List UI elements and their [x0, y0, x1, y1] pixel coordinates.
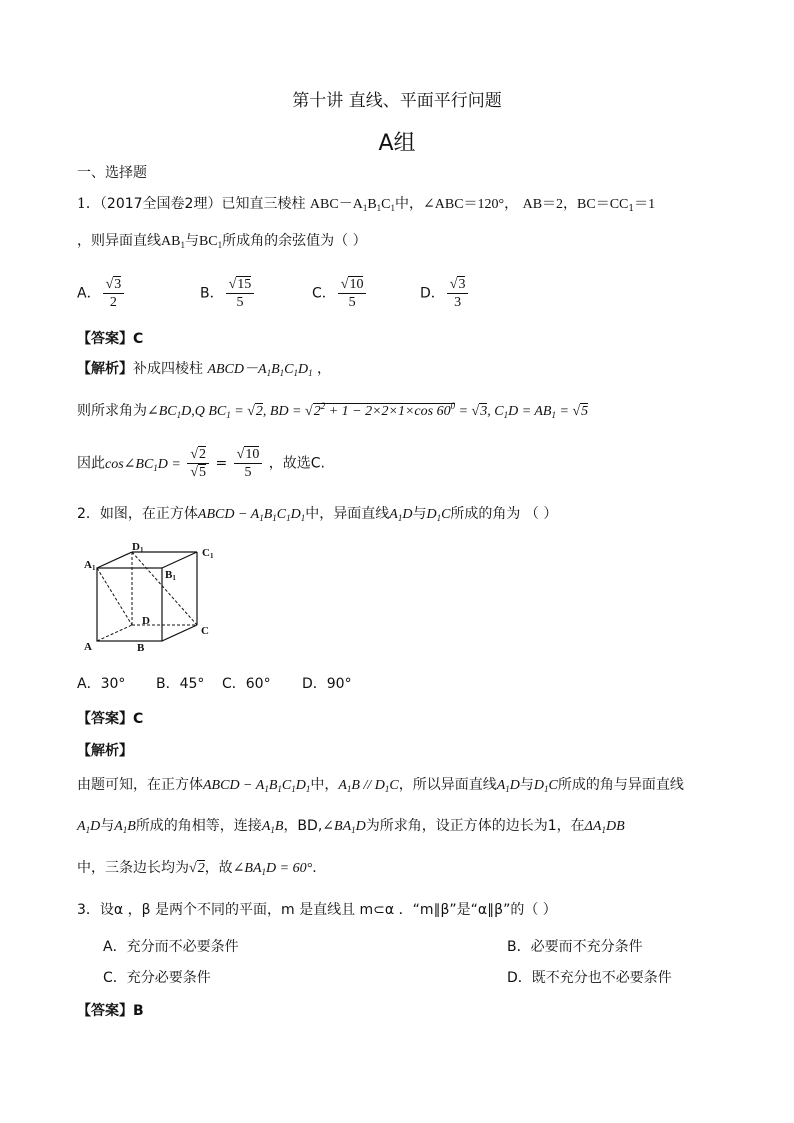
q2-b3: ，BD, — [283, 818, 323, 834]
q1-bc: BC＝CC — [577, 197, 629, 212]
q2-analysis-line2: $A_1D$与$A_1B$所成的角相等，连接$A_1B$，$BD,\angle BA_1D$为所求角，设正方体的边长为1，在$\Delta A_1DB$ — [77, 818, 625, 835]
q2-a2: 中， — [310, 777, 339, 793]
label-c1: C1 — [202, 547, 214, 560]
q3-number: 3． — [77, 902, 100, 918]
q1-analysis3-suffix: ，故选C. — [268, 455, 326, 472]
cube-edge — [97, 552, 132, 568]
cube-front-face — [97, 568, 162, 641]
option-num: 3 — [114, 277, 122, 292]
cube-edge — [162, 552, 197, 568]
analysis-label: 【解析】 — [77, 361, 133, 377]
q1-eq: ＝1 — [634, 197, 656, 212]
q2-stem: 2．如图，在正方体ABCD − $A_1B_1C_1D_1$中，异面直线$A_1D$与$D_1C$所成的角为 （ ） — [77, 506, 558, 523]
q2-a3: ，所以异面直线 — [398, 777, 497, 793]
option-den: 2 — [109, 295, 117, 310]
option-label: C． — [312, 285, 336, 302]
group-heading: A组 — [378, 131, 416, 156]
diagonal-a1d — [97, 568, 132, 625]
q2-answer: 【答案】C — [77, 711, 144, 727]
q1-analysis3-prefix: 因此 — [77, 455, 105, 472]
label-d: D — [142, 615, 150, 627]
q2-b1: 与 — [100, 818, 115, 834]
q2-analysis-label: 【解析】 — [77, 743, 133, 759]
q1-option-c[interactable]: C． $\frac{√10}{5}$ — [312, 276, 368, 311]
option-num: 10 — [349, 277, 364, 292]
option-label: A． — [77, 285, 101, 302]
q1-analysis-text: 补成四棱柱 — [133, 361, 203, 377]
q2-text: 如图，在正方体 — [99, 506, 198, 522]
option-num: 15 — [237, 277, 252, 292]
q1-number: 1． — [77, 196, 100, 212]
q2-text2: 中，异面直线 — [305, 506, 390, 522]
q2-b2: 所成的角相等，连接 — [135, 818, 262, 834]
option-label: B． — [200, 285, 224, 302]
q1-option-a[interactable]: A． $\frac{√3}{2}$ — [77, 276, 126, 311]
label-c: C — [201, 625, 209, 637]
q2-c3: . — [312, 860, 317, 876]
q2-c1: 中，三条边长均为 — [77, 860, 189, 876]
q3-option-d[interactable]: D．既不充分也不必要条件 — [507, 970, 672, 986]
q2-analysis-line3: 中，三条边长均为√2，故$\angle BA_1D = 60^\circ$. — [77, 860, 317, 877]
section-heading: 一、选择题 — [77, 165, 147, 181]
label-d1: D1 — [132, 541, 144, 554]
q3-option-b[interactable]: B．必要而不充分条件 — [507, 939, 643, 955]
cube-figure — [80, 540, 230, 655]
q2-number: 2． — [77, 506, 100, 522]
q1-option-d[interactable]: D． $\frac{√3}{3}$ — [420, 276, 470, 311]
q2-option-a[interactable]: A．30° — [77, 676, 126, 692]
option-den: 5 — [348, 295, 356, 310]
q1-line2-text: ，则异面直线 — [77, 233, 161, 249]
q2-text3: 与 — [412, 506, 427, 522]
cube-edge — [162, 625, 197, 641]
option-den: 3 — [454, 295, 462, 310]
label-b: B — [137, 642, 145, 654]
q3-option-c[interactable]: C．充分必要条件 — [103, 970, 211, 986]
q3-text: 设α ，β 是两个不同的平面，m 是直线且 m⊂α ．“m∥β”是“α∥β”的（ ） — [99, 902, 557, 918]
q1-analysis2-prefix: 则所求角为 — [77, 403, 147, 419]
q1-option-b[interactable]: B． $\frac{√15}{5}$ — [200, 276, 256, 311]
q1-line1: 1．（2017全国卷2理）已知直三棱柱 $ABC-A_1B_1C_1$中，∠ABC＝120°， AB＝2，$BC=CC_1=1$ — [77, 196, 656, 214]
q1-analysis-line2: 则所求角为$\angle BC_1D,Q$ $BC_1 = √2$, BD = $√2^2 + 1 - 2\times 2\times 1\times\cos$ $60^0 = √3$, $C_1D = AB_1 = √5$ — [77, 401, 589, 420]
q2-option-b[interactable]: B．45° — [156, 676, 205, 692]
label-a1: A1 — [84, 559, 96, 572]
q2-option-c[interactable]: C．60° — [222, 676, 271, 692]
label-a: A — [84, 641, 92, 653]
q1-ab: AB＝2 — [522, 197, 564, 212]
q1-angle: ∠ABC＝120° — [423, 197, 505, 212]
q1-source: （2017全国卷2理） — [99, 196, 222, 212]
q1-text: 已知直三棱柱 — [221, 196, 306, 212]
page-title: 第十讲 直线、平面平行问题 — [292, 91, 502, 111]
q1-analysis: 【解析】补成四棱柱 $ABCD-A_1B_1C_1D_1$ ， — [77, 361, 332, 378]
label-b1: B1 — [165, 569, 176, 582]
q1-text-b: 中， — [395, 196, 424, 212]
option-num: 3 — [458, 277, 466, 292]
q1-line2-end: 所成角的余弦值为（ ） — [222, 233, 367, 249]
option-label: D． — [420, 285, 445, 302]
q2-option-d[interactable]: D．90° — [302, 676, 352, 692]
q2-text4: 所成的角为 （ ） — [450, 506, 558, 522]
q2-a1: 由题可知，在正方体 — [77, 777, 203, 793]
cube-hidden-edge — [97, 625, 132, 641]
q3-option-a[interactable]: A．充分而不必要条件 — [103, 939, 239, 955]
q2-a5: 所成的角与异面直线 — [557, 777, 684, 793]
q1-line2-and: 与 — [184, 233, 199, 249]
q3-stem — [77, 899, 557, 919]
q1-analysis-line3: 因此$\cos\angle BC_1D$ = $\frac{√2}{√5}$ = $\frac{√10}{5}$ ，故选C. — [77, 447, 326, 480]
q2-analysis-line1: 由题可知，在正方体ABCD − $A_1B_1C_1D_1$中，$A_1B // D_1C$，所以异面直线$A_1D$与$D_1C$所成的角与异面直线 — [77, 777, 684, 794]
q2-c2: ，故 — [204, 860, 233, 876]
q2-a4: 与 — [519, 777, 534, 793]
option-den: 5 — [236, 295, 244, 310]
q1-line2: ，则异面直线$AB_1$与$BC_1$所成角的余弦值为（ ） — [77, 233, 367, 250]
q2-b4: 为所求角，设正方体的边长为1，在 — [365, 818, 585, 834]
q3-answer: 【答案】B — [77, 1003, 144, 1019]
q1-answer: 【答案】C — [77, 331, 144, 347]
